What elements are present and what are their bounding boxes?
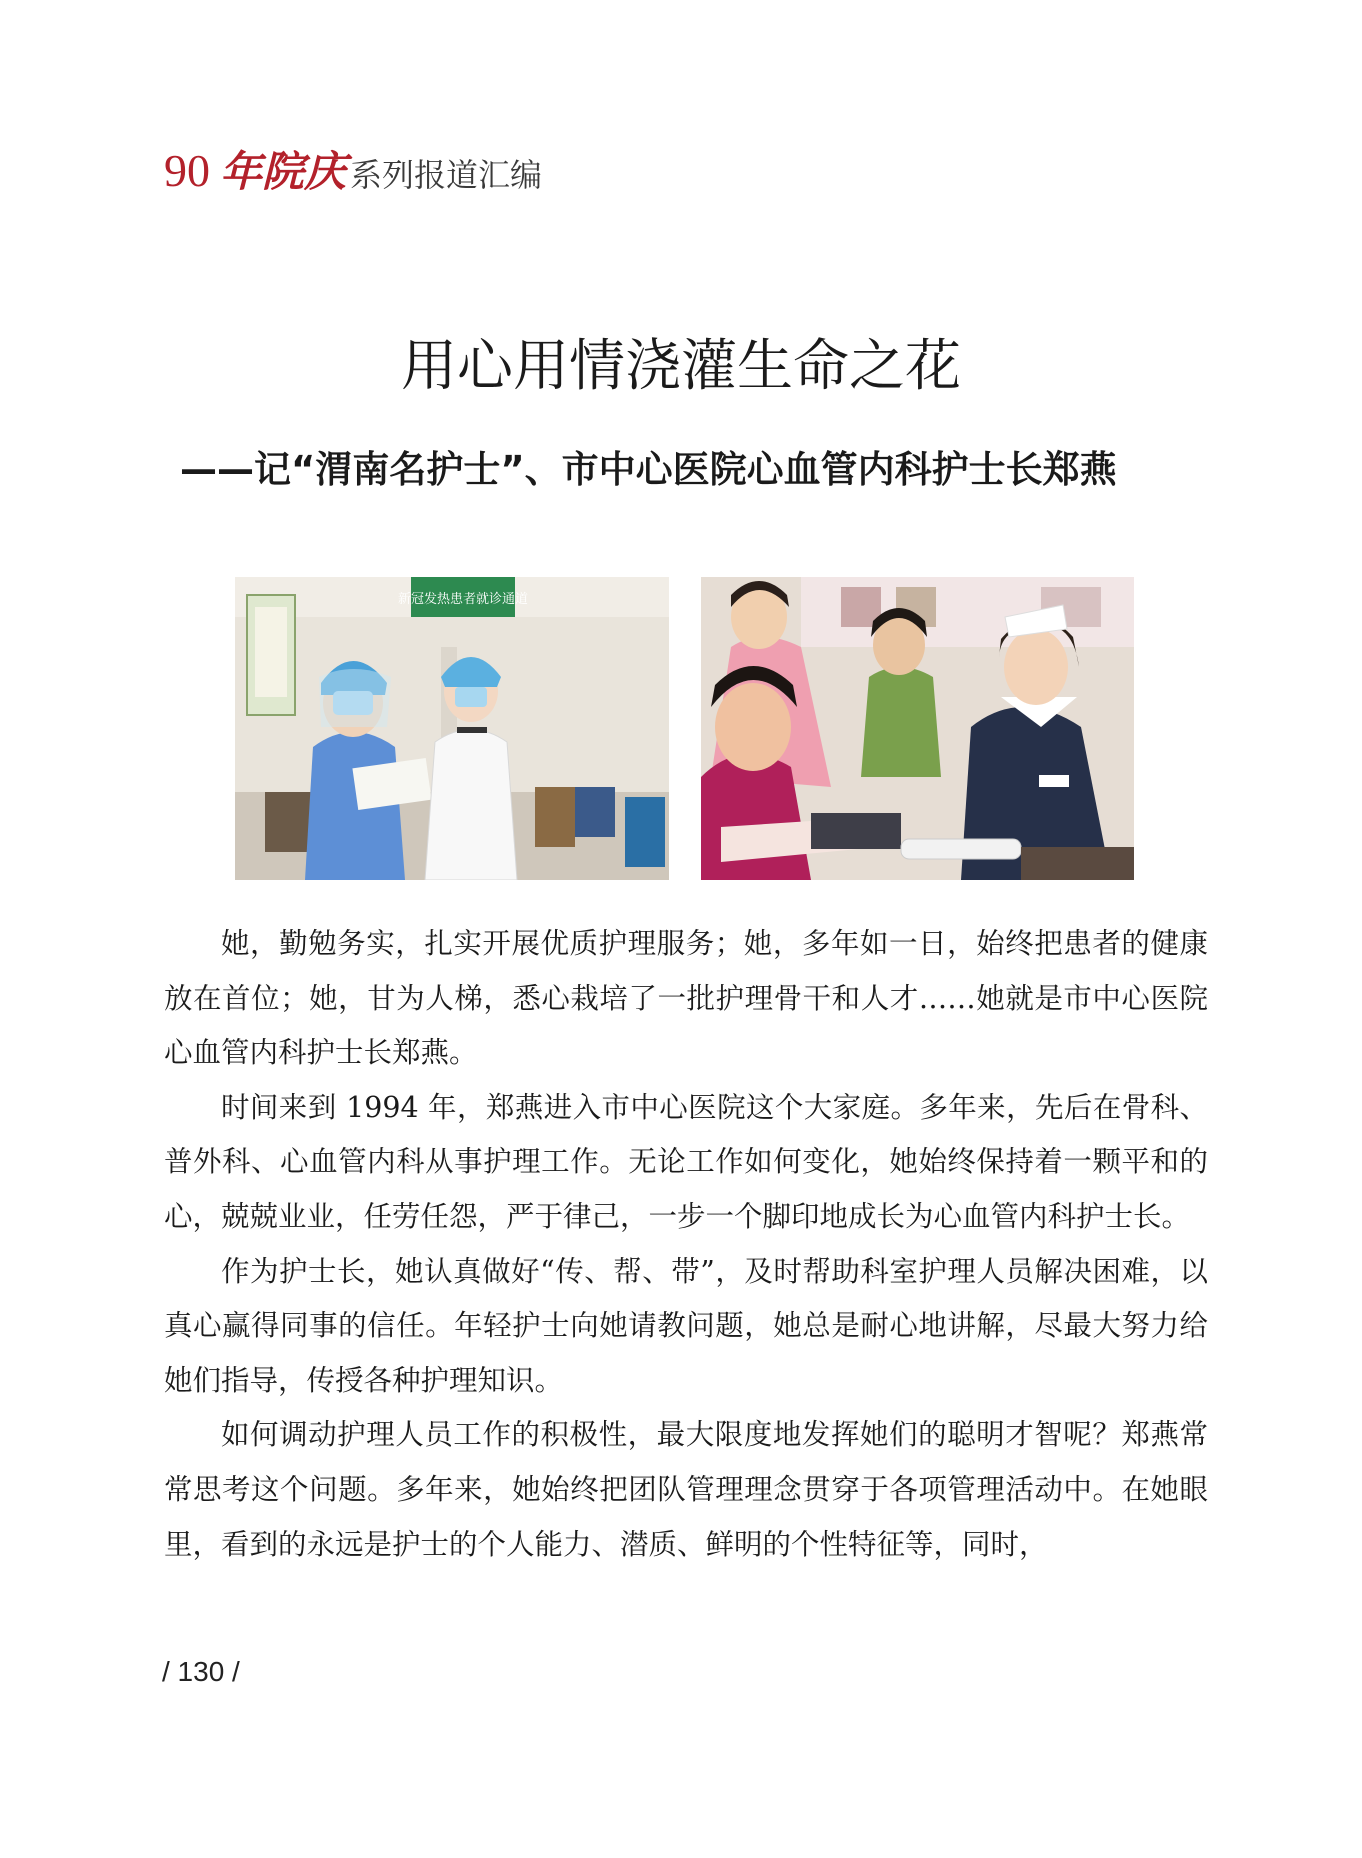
series-header (164, 145, 543, 196)
photo-sign-text: 新冠发热患者就诊通道 (397, 592, 529, 607)
paragraph: 作为护士长，她认真做好“传、帮、带”，及时帮助科室护理人员解决困难，以真心赢得同事的信任。年轻护士向她请教问题，她总是耐心地讲解，尽最大努力给她们指导，传授各种护理知识。 (164, 1254, 1208, 1397)
photo-nurse-children (701, 577, 1134, 880)
paragraph: 如何调动护理人员工作的积极性，最大限度地发挥她们的聪明才智呢？郑燕常常思考这个问题。多年来，她始终把团队管理理念贯穿于各项管理活动中。在她眼里，看到的永远是护士的个人能力、潜质、鲜明的个性特征等，同时， (164, 1418, 1208, 1561)
header-series-name: 系列报道汇编 (350, 156, 543, 194)
photo-fever-clinic (235, 577, 669, 880)
article-title: 用心用情浇灌生命之花 (401, 334, 961, 399)
photo-fever-clinic-image (235, 577, 669, 880)
paragraph: 时间来到 1994 年，郑燕进入市中心医院这个大家庭。多年来，先后在骨科、普外科、心血管内科从事护理工作。无论工作如何变化，她始终保持着一颗平和的心，兢兢业业，任劳任怨，严于律己，一步一个脚印地成长为心血管内科护士长。 (164, 1090, 1208, 1233)
page-number: / 130 / (162, 1656, 240, 1687)
header-highlight: 年院庆 (220, 147, 347, 196)
article-subtitle: ——记“渭南名护士”、市中心医院心血管内科护士长郑燕 (180, 448, 1117, 491)
paragraph: 她，勤勉务实，扎实开展优质护理服务；她，多年如一日，始终把患者的健康放在首位；她，甘为人梯，悉心栽培了一批护理骨干和人才……她就是市中心医院心血管内科护士长郑燕。 (164, 927, 1208, 1070)
photo-nurse-children-image (701, 577, 1134, 880)
header-number: 90 (164, 145, 210, 196)
article-body (164, 917, 1208, 1572)
